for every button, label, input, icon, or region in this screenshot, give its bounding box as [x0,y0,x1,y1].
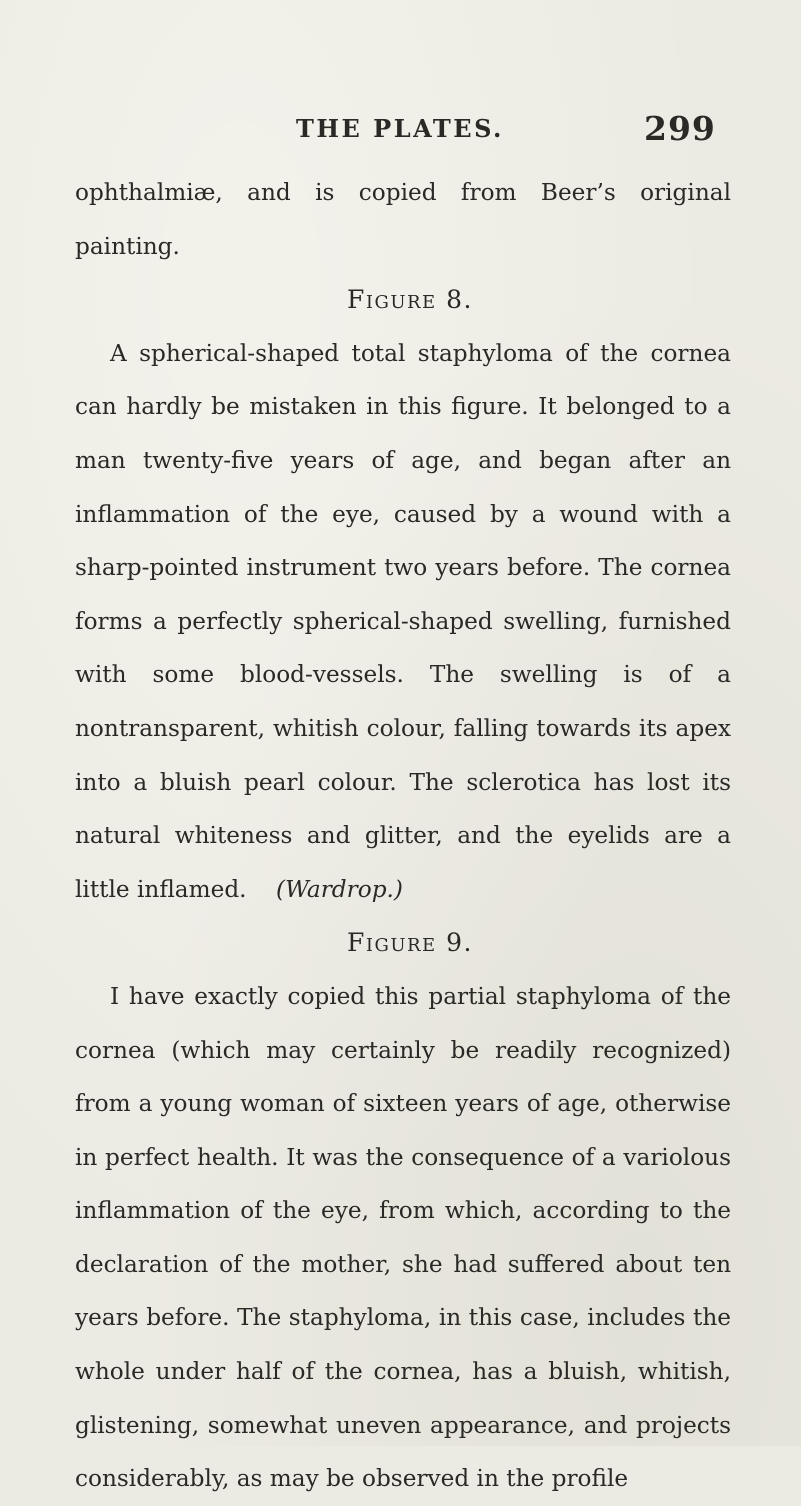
figure-8-text: A spherical-shaped total staphyloma of the cornea can hardly be mistaken in this figure. It belonged to a man twenty-five years of age, and began after an inflammation of the eye, caused by a wound with a sharp-pointed instrument two years before. The cornea forms a perfectly spherical-shaped swelling, furnished with some blood-vessels. The swelling is of a nontransparent, whitish colour, falling towards its apex into a bluish pearl colour. The sclerotica has lost its natural whiteness and glitter, and the eyelids are a little inflamed. [75,339,731,903]
page-number: 299 [644,109,716,148]
figure-8-heading: Figure 8. [347,285,473,315]
intro-paragraph: ophthalmiæ, and is copied from Beer’s original painting. [75,179,731,260]
figure-8-paragraph [75,327,731,917]
figure-9-heading: Figure 9. [347,928,473,958]
page-body [75,166,731,1506]
figure-8-citation: (Wardrop.) [276,875,403,903]
page-header [0,109,801,152]
running-head: THE PLATES. [296,114,504,143]
figure-9-paragraph: I have exactly copied this partial staphyloma of the cornea (which may certainly be readily recognized) from a young woman of sixteen years of age, otherwise in perfect health. It was the consequence of a variolous inflammation of the eye, from which, according to the declaration of the mother, she had suffered about ten years before. The staphyloma, in this case, includes the whole under half of the cornea, has a bluish, whitish, glistening, somewhat uneven appearance, and projects considerably, as may be observed in the profile [75,982,731,1493]
